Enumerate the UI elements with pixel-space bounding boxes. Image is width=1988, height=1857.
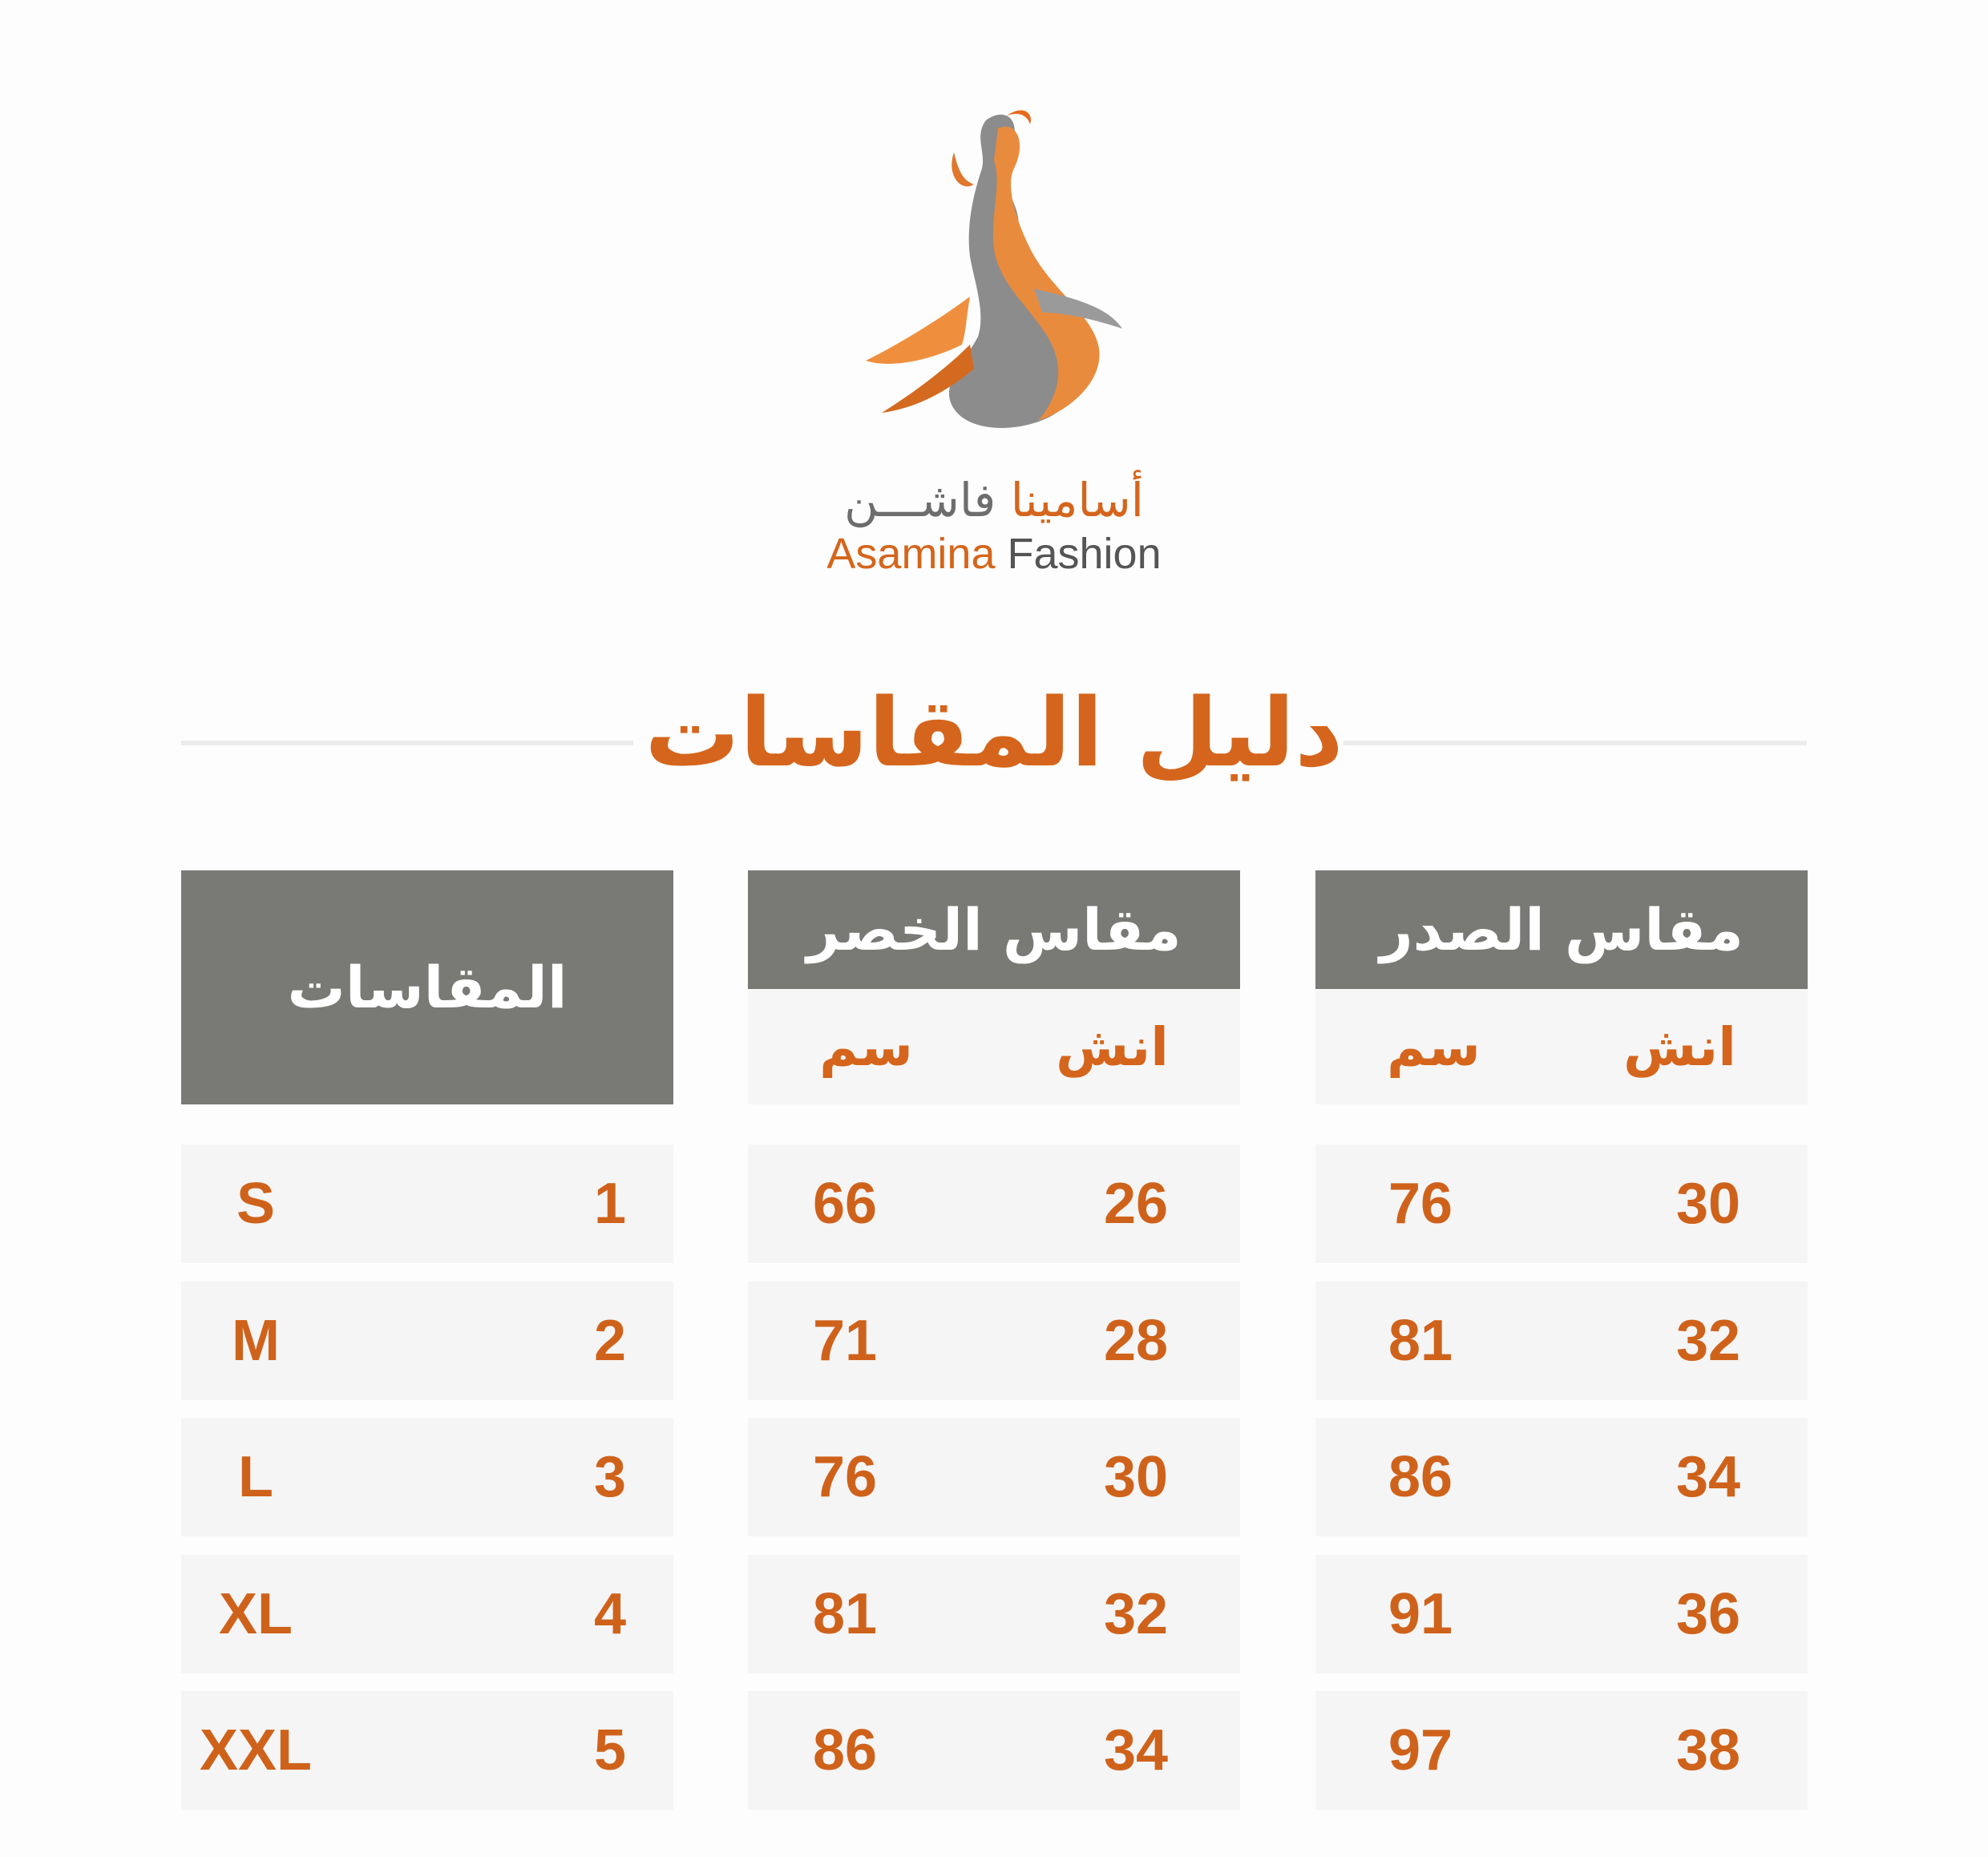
waist-header: مقاس الخصر [748,870,1240,989]
brand-name-arabic-accent: أسامينا [1010,473,1144,527]
table-cell-sizes [181,1555,673,1673]
cell-value-waist-inch: 26 [1103,1172,1169,1236]
table-cell-chest [1315,1282,1808,1400]
waist-inch-label: انش [1056,1015,1169,1078]
brand-name-arabic-rest: فاشـــن [844,473,996,527]
table-cell-sizes [181,1282,673,1400]
cell-value-size: M [232,1309,280,1373]
cell-value-waist-cm: 66 [812,1172,878,1236]
table-cell-waist [748,1555,1240,1673]
cell-value-num: 1 [593,1172,627,1236]
cell-value-waist-cm: 76 [812,1445,878,1509]
cell-value-chest-inch: 30 [1675,1172,1741,1236]
chest-cm-label: سم [1387,1015,1481,1078]
cell-value-waist-cm: 71 [812,1309,878,1373]
cell-value-num: 5 [593,1718,627,1782]
table-cell-chest [1315,1691,1808,1810]
cell-value-size: L [238,1445,273,1509]
cell-value-chest-cm: 86 [1388,1445,1453,1509]
cell-value-chest-cm: 91 [1388,1582,1453,1646]
brand-name-english [0,529,1988,579]
cell-value-size: XL [218,1582,293,1646]
cell-value-chest-inch: 36 [1675,1582,1741,1646]
page-title: دليل المقاسات [644,677,1344,788]
brand-name-english-rest: Fashion [995,530,1162,578]
waist-cm-label: سم [819,1015,913,1078]
table-cell-waist [748,1418,1240,1536]
table-cell-chest [1315,1418,1808,1536]
chest-column-header [1315,870,1808,1104]
cell-value-size: S [236,1172,276,1236]
cell-value-waist-inch: 32 [1103,1582,1169,1646]
cell-value-waist-inch: 34 [1103,1718,1169,1782]
cell-value-waist-inch: 28 [1103,1309,1169,1373]
table-cell-chest [1315,1555,1808,1673]
cell-value-size: XXL [199,1718,313,1782]
brand-name-english-accent: Asamina [826,530,996,578]
cell-value-chest-inch: 34 [1675,1445,1741,1509]
cell-value-num: 3 [593,1445,627,1509]
table-cell-chest [1315,1144,1808,1263]
brand-logo [834,104,1154,481]
chest-units [1315,989,1808,1104]
cell-value-chest-cm: 81 [1388,1309,1453,1373]
brand-name-arabic [0,473,1988,527]
cell-value-waist-inch: 30 [1103,1445,1169,1509]
cell-value-waist-cm: 81 [812,1582,878,1646]
table-cell-sizes [181,1691,673,1810]
cell-value-num: 2 [593,1309,627,1373]
sizes-column-header [181,870,673,1104]
chest-header: مقاس الصدر [1315,870,1808,989]
chest-inch-label: انش [1623,1015,1736,1078]
cell-value-waist-cm: 86 [812,1718,878,1782]
table-cell-waist [748,1282,1240,1400]
cell-value-chest-cm: 76 [1388,1172,1453,1236]
table-cell-waist [748,1144,1240,1263]
table-cell-waist [748,1691,1240,1810]
waist-units [748,989,1240,1104]
table-cell-sizes [181,1418,673,1536]
cell-value-num: 4 [593,1582,627,1646]
cell-value-chest-inch: 32 [1675,1309,1741,1373]
table-cell-sizes [181,1144,673,1263]
cell-value-chest-cm: 97 [1388,1718,1453,1782]
dress-logo-icon [834,104,1154,465]
waist-column-header [748,870,1240,1104]
cell-value-chest-inch: 38 [1675,1718,1741,1782]
sizes-header: المقاسات [181,870,673,1104]
